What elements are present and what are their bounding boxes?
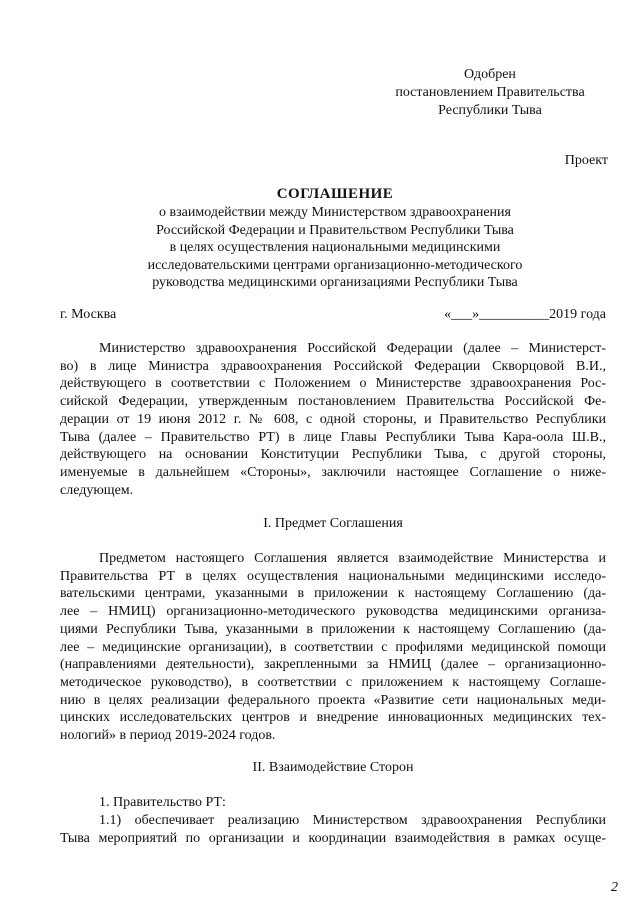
approval-line: Республики Тыва: [438, 103, 542, 118]
text-line: 1.1) обеспечивает реализацию Министерством здравоохранения Республики: [99, 813, 606, 828]
text-line: 1. Правительство РТ:: [99, 795, 226, 810]
subtitle-line: руководства медицинскими организациями Республики Тыва: [152, 275, 518, 291]
document-subtitle: [60, 204, 610, 292]
text-line: лее – НМИЦ) организационно-методического руководства медицинскими организа-: [60, 604, 606, 620]
text-line: нологий» в период 2019-2024 годов.: [60, 728, 276, 744]
text-line: лее – медицинские организации), в соответствии с профилями медицинской помощи: [60, 639, 606, 655]
text-line: Тыва мероприятий по организации и координации взаимодействия в рамках осуще-: [60, 830, 606, 846]
text-line: Тыва (далее – Правительство РТ) в лице Главы Республики Тыва Кара-оола Ш.В.,: [60, 429, 606, 445]
section-heading-interaction: II. Взаимодействие Сторон: [252, 760, 414, 775]
text-line: сийской Федерации, утвержденным постановлением Правительства Российской Фе-: [60, 394, 606, 410]
clause-1-1: [60, 812, 606, 847]
text-line: во) в лице Министра здравоохранения Российской Федерации Скворцовой В.И.,: [60, 358, 606, 374]
text-line: нию в целях реализации федерального проекта «Развитие сети национальных меди-: [60, 692, 606, 708]
approval-stamp: [385, 66, 595, 120]
text-line: действующего на основании Конституции Республики Тыва, с другой стороны,: [60, 447, 606, 463]
subtitle-line: исследовательскими центрами организационно-методического: [147, 257, 523, 273]
text-line: следующем.: [60, 482, 134, 498]
section-heading-subject: I. Предмет Соглашения: [263, 516, 403, 531]
date: «___»__________2019 года: [444, 307, 606, 322]
draft-label: Проект: [564, 153, 608, 168]
text-line: Министерство здравоохранения Российской Федерации (далее – Министерст-: [99, 341, 606, 356]
text-line: действующего в соответствии с Положением о Министерстве здравоохранения Рос-: [60, 376, 606, 392]
approval-line: постановлением Правительства: [395, 85, 585, 100]
text-line: циями Республики Тыва, указанными в приложении к настоящему Соглашению (да-: [60, 621, 606, 637]
subtitle-line: о взаимодействии между Министерством здравоохранения: [159, 205, 511, 220]
text-line: Предметом настоящего Соглашения является взаимодействие Министерства и: [99, 551, 606, 566]
subtitle-line: Российской Федерации и Правительством Республики Тыва: [156, 222, 514, 238]
text-line: вательскими центрами, указанными в приложении к настоящему Соглашению (да-: [60, 586, 606, 602]
clause-1: [60, 794, 606, 812]
subject-paragraph: [60, 550, 606, 745]
page-number: 2: [611, 880, 618, 895]
place-date-row: [60, 307, 606, 323]
text-line: именуемые в дальнейшем «Стороны», заключили настоящее Соглашение о ниже-: [60, 464, 606, 480]
place: г. Москва: [60, 307, 117, 322]
text-line: дерации от 19 июня 2012 г. № 608, с одной стороны, и Правительство Республики: [60, 411, 606, 427]
text-line: цинских исследовательских центров и внедрение инновационных медицинских тех-: [60, 710, 606, 726]
subtitle-line: в целях осуществления национальными медицинскими: [169, 240, 501, 256]
text-line: методическое руководство), в соответствии с приложением к настоящему Соглаше-: [60, 674, 606, 690]
document-title: СОГЛАШЕНИЕ: [276, 186, 394, 202]
preamble-paragraph: [60, 340, 606, 499]
text-line: (направлениями деятельности), закрепленными за НМИЦ (далее – организационно-: [60, 657, 606, 673]
text-line: Правительства РТ в целях осуществления национальными медицинскими исследо-: [60, 568, 606, 584]
approval-line: Одобрен: [464, 67, 516, 82]
